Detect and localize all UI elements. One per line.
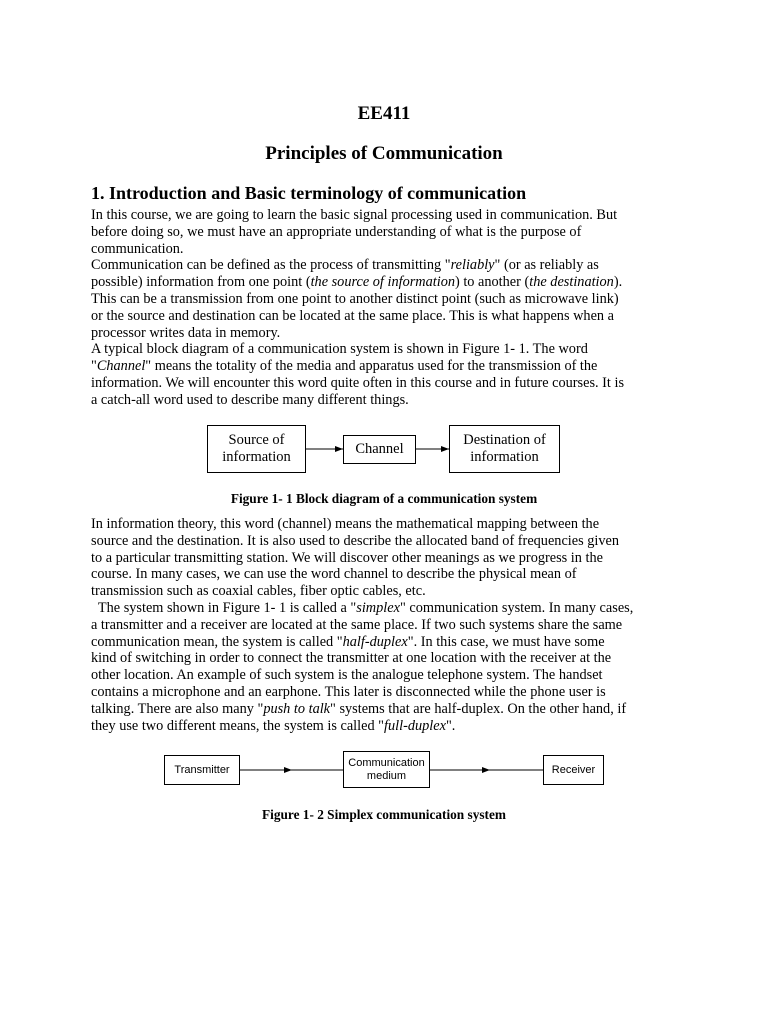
italic-term: reliably [450,257,495,274]
italic-term: full-duplex [384,717,446,734]
figure-1-caption: Figure 1- 1 Block diagram of a communication system [230,491,538,506]
text-line [91,617,701,634]
course-code: EE411 [357,103,411,124]
text-line [91,650,701,667]
text-line [91,516,701,533]
text-run: kind of switching in order to connect the transmitter at one location with the receiver at the [91,650,612,667]
transmitter-block [164,755,240,785]
channel-block [343,435,416,464]
figure-2-caption: Figure 1- 2 Simplex communication system [262,807,506,822]
text-line [91,566,701,583]
destination-of-information-label: Destination of information [463,432,546,465]
text-run: In information theory, this word (channel) means the mathematical mapping between the [91,516,600,532]
text-run: " communication system. In many cases, [399,599,634,616]
text-run: communication mean, the system is called " [91,633,343,650]
text-run: a catch-all word used to describe many different things. [91,391,409,408]
text-run: a transmitter and a receiver are located at the same place. If two such systems share the same [91,616,623,633]
text-run: or the source and destination can be located at the same place. This is what happens when a [91,307,614,324]
section-heading: 1. Introduction and Basic terminology of communication [91,183,527,203]
receiver-block [543,755,604,785]
text-run: ". [445,717,456,734]
text-run: " means the totality of the media and apparatus used for the transmission of the [145,358,598,375]
text-line [91,634,701,651]
italic-term: half-duplex [342,633,408,650]
text-run: course. In many cases, we can use the word channel to describe the physical mean of [91,566,577,583]
communication-medium-label: Communication medium [348,756,425,782]
text-run: to a particular transmitting station. We will discover other meanings as we progress in the [91,549,603,566]
text-run: In this course, we are going to learn the basic signal processing used in communication. But [91,207,618,223]
italic-term: push to talk [263,700,331,717]
text-run: processor writes data in memory. [91,324,281,341]
communication-medium-block [343,751,430,788]
body-paragraph [91,516,701,734]
text-run: " [91,358,97,375]
text-run: This can be a transmission from one point to another distinct point (such as microwave link) [91,290,619,307]
course-title: Principles of Communication [265,143,503,164]
text-run: transmission such as coaxial cables, fiber optic cables, etc. [91,583,426,600]
italic-term: the source of information [310,274,455,291]
text-line [91,701,701,718]
text-run: ). [613,274,623,291]
text-run: ) to another ( [455,274,530,291]
text-run: possible) information from one point ( [91,274,311,291]
text-line [91,684,701,701]
text-run: The system shown in Figure 1- 1 is called a " [91,599,357,616]
text-run: they use two different means, the system is called " [91,717,385,734]
text-run: communication. [91,240,184,257]
receiver-label: Receiver [551,763,596,776]
text-line [91,718,701,735]
italic-term: the destination [529,274,614,291]
text-line [91,667,701,684]
text-run: information. We will encounter this word quite often in this course and in future courses. It is [91,374,625,391]
text-run: ". In this case, we must have some [407,633,605,650]
text-run: " (or as reliably as [494,257,599,274]
text-run: talking. There are also many " [91,700,264,717]
text-run: other location. An example of such system is the analogue telephone system. The handset [91,667,603,684]
channel-label: Channel [355,441,404,457]
text-run: source and the destination. It is also used to describe the allocated band of frequencies given [91,532,620,549]
text-run: " systems that are half-duplex. On the other hand, if [330,700,627,717]
italic-term: Channel [96,358,146,375]
italic-term: simplex [356,599,400,616]
transmitter-label: Transmitter [174,763,230,776]
text-line [91,600,701,617]
text-run: A typical block diagram of a communication system is shown in Figure 1- 1. The word [91,341,588,358]
text-line [91,533,701,550]
text-line [91,583,701,600]
destination-of-information-block [449,425,560,473]
text-run: before doing so, we must have an appropriate understanding of what is the purpose of [91,223,582,240]
text-run: contains a microphone and an earphone. This later is disconnected while the phone user is [91,683,606,700]
text-run: Communication can be defined as the process of transmitting " [91,257,451,274]
text-line [91,550,701,567]
source-of-information-block [207,425,306,473]
source-of-information-label: Source of information [222,432,291,465]
